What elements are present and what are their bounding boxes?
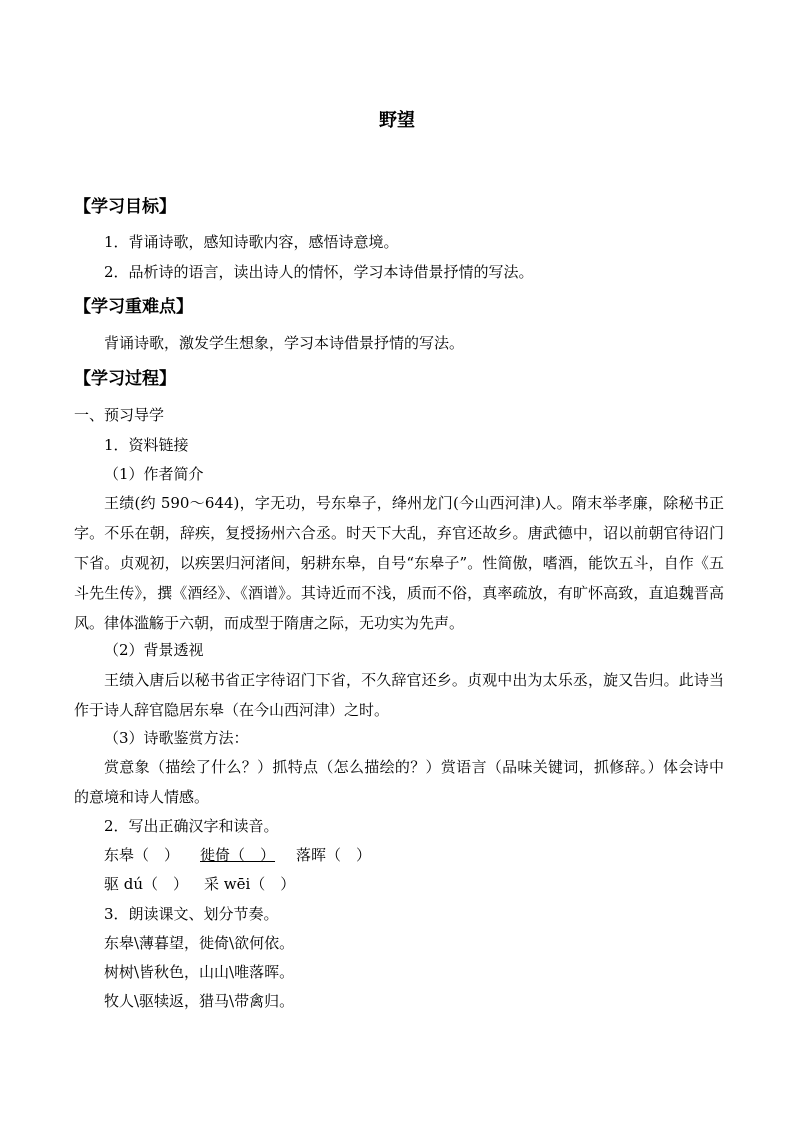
rhythm-line: 东皋\薄暮望，徙倚\欲何依。 [104, 934, 295, 952]
key-points-text: 背诵诗歌，激发学生想象，学习本诗借景抒情的写法。 [104, 334, 465, 352]
word-item: 驱 dú（ ） [104, 875, 189, 893]
author-intro-text: 王绩(约 590～644)，字无功，号东皋子，绛州龙门(今山西河津)人。隋末举孝廉，除秘书正字。不乐在朝，辞疾，复授扬州六合丞。时天下大乱，弃官还故乡。唐武德中，诏以前朝官待诏门下省。贞观初，以疾罢归河渚间，躬耕东皋，自号“东皋子”。性简傲，嗜酒，能饮五斗，自作《五斗先生传》，撰《酒经》、《酒谱》。其诗近而不浅，质而不俗，真率疏放，有旷怀高致，直追魏晋高风。律体滥觞于六朝，而成型于隋唐之际，无功实为先声。 [74, 494, 724, 632]
word-item: 落晖（ ） [296, 846, 372, 864]
sub-read-rhythm: 3．朗读课文、划分节奏。 [104, 905, 279, 923]
part-preview: 一、预习导学 [74, 406, 165, 424]
word-item: 东皋（ ） [104, 846, 180, 864]
page-title: 野望 [379, 110, 415, 131]
heading-key-points: 【学习重难点】 [74, 297, 193, 317]
author-intro-label: （1）作者简介 [104, 465, 204, 483]
goal-item-2: 2．品析诗的语言，读出诗人的情怀，学习本诗借景抒情的写法。 [104, 263, 534, 281]
heading-learning-goals: 【学习目标】 [74, 197, 176, 217]
word-item: 徙倚（ ） [200, 846, 276, 864]
word-item: 采 wēi（ ） [204, 875, 296, 893]
method-text: 赏意象（描绘了什么？）抓特点（怎么描绘的？）赏语言（品味关键词，抓修辞。）体会诗中的意境和诗人情感。 [74, 758, 724, 806]
goal-item-1: 1．背诵诗歌，感知诗歌内容，感悟诗意境。 [104, 233, 399, 251]
background-label: （2）背景透视 [104, 641, 204, 659]
background-text: 王绩入唐后以秘书省正字待诏门下省，不久辞官还乡。贞观中出为太乐丞，旋又告归。此诗当作于诗人辞官隐居东皋（在今山西河津）之时。 [74, 671, 724, 719]
rhythm-line: 树树\皆秋色，山山\唯落晖。 [104, 963, 295, 981]
rhythm-line: 牧人\驱犊返，猎马\带禽归。 [104, 992, 295, 1010]
sub-resource-link: 1．资料链接 [104, 436, 189, 454]
sub-write-chars: 2．写出正确汉字和读音。 [104, 817, 279, 835]
heading-learning-process: 【学习过程】 [74, 369, 176, 389]
method-label: （3）诗歌鉴赏方法： [104, 729, 249, 747]
